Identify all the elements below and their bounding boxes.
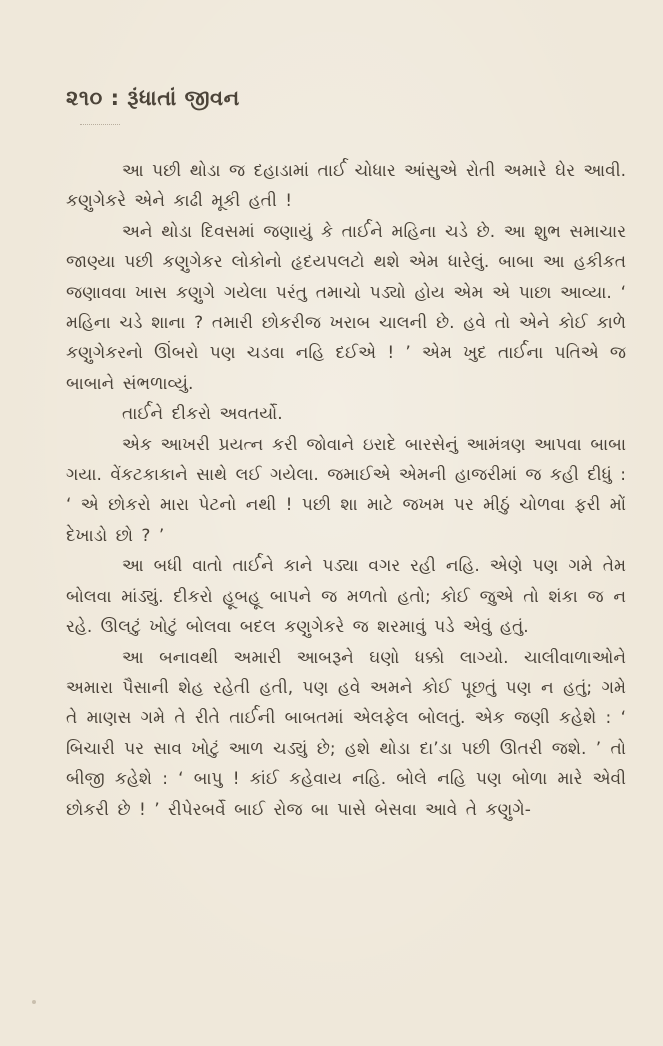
body-text (66, 156, 626, 825)
paragraph-1: આ પછી થોડા જ દહાડામાં તાર્ઈ ચોધાર આંસુએ રોતી અમારે ઘેર આવી. કણુગેકરે એને કાઢી મૂકી હતી ! (66, 161, 626, 212)
paragraph-4: એક આખરી પ્રયત્ન કરી જોવાને ઇરાદે બારસેનું આમંત્રણ આપવા બાબા ગયા. વેંકટકાકાને સાથે લઈ ગયેલા. જમાઈએ એમની હાજરીમાં જ કહી દીધું : ‘ એ છોકરો મારા પેટનો નથી ! પછી શા માટે જખમ પર મીઠું ચોળવા ફરી મોં દેખાડો છો ? ’ (66, 434, 626, 546)
paragraph-6: આ બનાવથી અમારી આબરૂને ઘણો ધક્કો લાગ્યો. ચાલીવાળાઓને અમારા પૈસાની શેહ રહેતી હતી, પણ હવે અમને કોઈ પૂછતું પણ ન હતું; ગમે તે માણસ ગમે તે રીતે તાર્ઈની બાબતમાં એલફેલ બોલતું. એક જણી કહેશે : ‘ બિચારી પર સાવ ખોટું આળ ચડ્યું છે; હશે થોડા દા’ડા પછી ઊતરી જશે. ’ તો બીજી કહેશે : ‘ બાપુ ! કાંઈ કહેવાય નહિ. બોલે નહિ પણ બોળા મારે એવી છોકરી છે ! ’ રીપેરબર્વે બાઈ રોજ બા પાસે બેસવા આવે તે કણુગે- (66, 647, 626, 820)
paragraph-2: અને થોડા દિવસમાં જણાયું કે તાર્ઈને મહિના ચડે છે. આ શુભ સમાચાર જાણ્યા પછી કણુગેકર લોકોનો હૃદયપલટો થશે એમ ધારેલું. બાબા આ હકીકત જણાવવા ખાસ કણુગે ગયેલા પરંતુ તમાચો પડ્યો હોય એમ એ પાછા આવ્યા. ‘ મહિના ચડે શાના ? તમારી છોકરીજ ખરાબ ચાલની છે. હવે તો એને કોઈ કાળે કણુગેકરનો ઊંબરો પણ ચડવા નહિ દઈએ ! ’ એમ ખુદ તાર્ઈના પતિએ જ બાબાને સંભળાવ્યું. (66, 221, 626, 394)
page-header: ૨૧૦ : રૂંધાતાં જીવન (66, 86, 240, 110)
paragraph-5: આ બધી વાતો તાર્ઈને કાને પડ્યા વગર રહી નહિ. એણે પણ ગમે તેમ બોલવા માંડ્યું. દીકરો હૂબહૂ બાપને જ મળતો હતો; કોઈ જુએ તો શંકા જ ન રહે. ઊલટું ખોટું બોલવા બદલ કણુગેકરે જ શરમાવું પડે એવું હતું. (66, 556, 626, 638)
header-divider (80, 124, 120, 125)
paragraph-3: તાર્ઈને દીકરો અવતર્યો. (122, 404, 283, 425)
paper-speck (32, 1000, 36, 1004)
